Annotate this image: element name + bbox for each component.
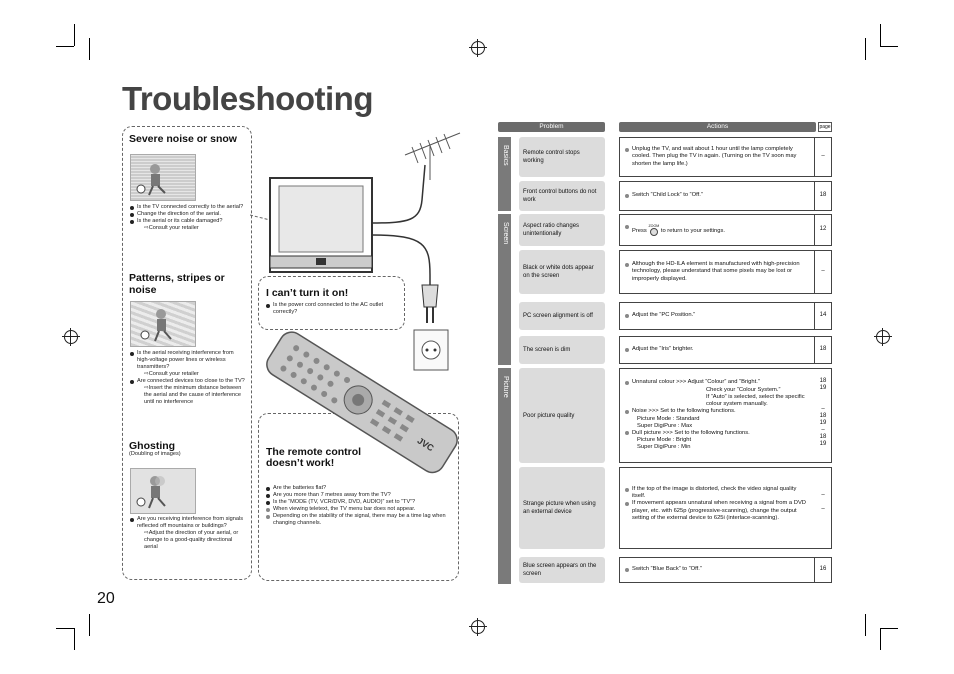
list-item: Are connected devices too close to the TV?: [130, 378, 246, 385]
crop-mark: [74, 628, 75, 650]
registration-mark-icon: [471, 41, 485, 55]
list-item: Is the aerial receiving interference from high-voltage power lines or wireless transmitters?: [130, 350, 246, 371]
crop-mark: [865, 38, 866, 60]
section-screen: Screen: [498, 214, 511, 365]
snow-noise-image: [130, 154, 196, 201]
problem-cell: Aspect ratio changes unintentionally: [519, 214, 605, 246]
problem-cell: PC screen alignment is off: [519, 302, 605, 330]
list-item: Change the direction of the aerial.: [130, 211, 248, 218]
ghosting-subheading: (Doubling of images): [129, 451, 181, 457]
remote-brand-logo: JVC: [415, 435, 436, 454]
crop-mark: [880, 628, 898, 629]
aerial-icon: [405, 133, 460, 180]
zoom-key-icon: ZOOM: [648, 224, 659, 237]
problem-cell: Front control buttons do not work: [519, 181, 605, 211]
problem-column-header: Problem: [498, 122, 605, 132]
list-item: Are the batteries flat?: [266, 485, 452, 492]
note: ⇨Adjust the direction of your aerial, or change to a good-quality directional aerial: [144, 530, 239, 550]
problem-cell: Strange picture when using an external device: [519, 467, 605, 549]
registration-mark-icon: [471, 620, 485, 634]
child-playing-football-image: [131, 302, 195, 346]
list-item: Are you more than 7 metres away from the TV?: [266, 492, 452, 499]
list-item: Is the “MODE (TV, VCR/DVR, DVD, AUDIO)” set to “TV”?: [266, 499, 452, 506]
remote-heading: The remote control doesn’t work!: [266, 446, 362, 469]
section-picture: Picture: [498, 368, 511, 584]
patterns-image: [130, 301, 196, 347]
list-item: When viewing teletext, the TV menu bar does not appear.: [266, 506, 452, 513]
note: ⇨Insert the minimum distance between the aerial and the cause of interference until no interference: [144, 385, 242, 405]
crop-mark: [880, 24, 881, 46]
crop-mark: [89, 38, 90, 60]
registration-mark-icon: [64, 330, 78, 344]
problem-cell: The screen is dim: [519, 336, 605, 364]
action-cell: Press ZOOM to return to your settings. 12: [619, 214, 832, 246]
action-cell: Unnatural colour >>> Adjust “Colour” and “Bright.” Check your “Colour System.” If “Auto” is selected, select the specific colour system manually. Noise >>> Set to the following functions. Picture Mode : Standard Super DigiPure : Max Dull picture >>> Set to the following functions. Picture Mode : Bright Super DigiPure : Min 18 19 – 18 19 – 18 19: [619, 368, 832, 463]
action-cell: Switch “Child Lock” to “Off.” 18: [619, 181, 832, 211]
list-item: Is the power cord connected to the AC outlet correctly?: [266, 302, 394, 316]
action-cell: Unplug the TV, and wait about 1 hour until the lamp completely cooled. Then plug the TV in again. (Turning on the TV soon may shorten the lamp life.) –: [619, 137, 832, 177]
ghosting-heading: Ghosting: [129, 440, 176, 452]
registration-mark-icon: [876, 330, 890, 344]
list-item: Is the aerial or its cable damaged?: [130, 218, 248, 225]
problem-cell: Remote control stops working: [519, 137, 605, 177]
section-basics: Basics: [498, 137, 511, 211]
problem-cell: Black or white dots appear on the screen: [519, 250, 605, 294]
action-cell: Although the HD-ILA element is manufactured with high-precision technology, please understand that some pixels may be lost or improperly displayed. –: [619, 250, 832, 294]
crop-mark: [56, 46, 74, 47]
ghosting-image: [130, 468, 196, 514]
action-cell: Adjust the “PC Position.” 14: [619, 302, 832, 330]
crop-mark: [880, 46, 898, 47]
cant-turn-on-heading: I can’t turn it on!: [266, 287, 349, 299]
action-cell: Adjust the “Iris” brighter. 18: [619, 336, 832, 364]
problem-cell: Poor picture quality: [519, 368, 605, 463]
page-number: 20: [97, 590, 115, 607]
note: ⇨Consult your retailer: [144, 225, 199, 231]
page-title: Troubleshooting: [122, 80, 373, 117]
crop-mark: [89, 614, 90, 636]
power-plug-icon: [422, 285, 438, 323]
note: ⇨Consult your retailer: [144, 371, 199, 377]
problem-cell: Blue screen appears on the screen: [519, 557, 605, 583]
severe-noise-heading: Severe noise or snow: [129, 133, 237, 145]
crop-mark: [865, 614, 866, 636]
child-playing-football-image: [131, 155, 195, 200]
patterns-heading: Patterns, stripes or noise: [129, 272, 225, 296]
list-item: Are you receiving interference from signals reflected off mountains or buildings?: [130, 516, 246, 530]
list-item: Is the TV connected correctly to the aerial?: [130, 204, 248, 211]
actions-column-header: Actions: [619, 122, 816, 132]
child-playing-football-image: [131, 469, 195, 513]
action-cell: If the top of the image is distorted, check the video signal quality itself. If movement appears unnatural when receiving a signal from a DVD player, etc. with 625p (progressive-scanning), change the output setting of the external device to 625i (interlace-scanning). – –: [619, 467, 832, 549]
crop-mark: [74, 24, 75, 46]
page-column-header: page: [819, 124, 831, 130]
list-item: Depending on the stability of the signal, there may be a time lag when changing channels.: [266, 513, 452, 527]
crop-mark: [56, 628, 74, 629]
crop-mark: [880, 628, 881, 650]
action-cell: Switch “Blue Back” to “Off.” 16: [619, 557, 832, 583]
